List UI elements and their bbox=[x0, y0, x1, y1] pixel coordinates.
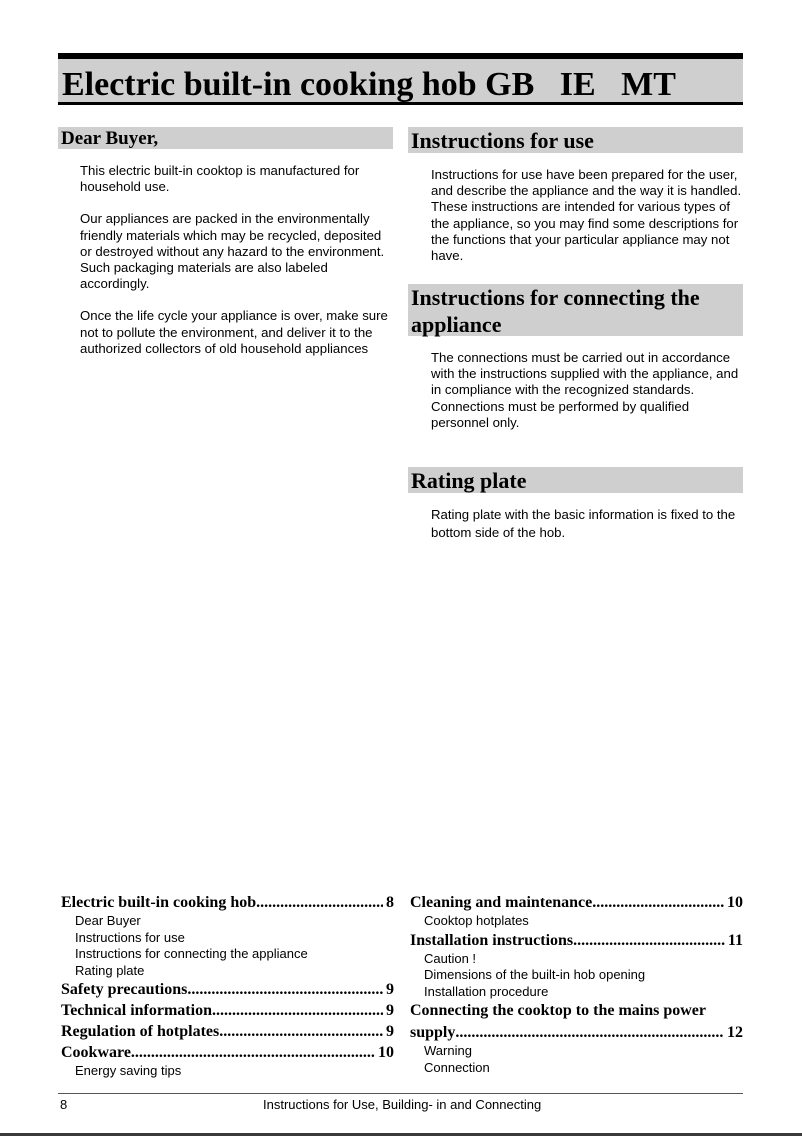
toc-right bbox=[410, 892, 743, 1076]
connecting-body bbox=[431, 350, 743, 431]
toc-subentry[interactable]: Instructions for use bbox=[75, 929, 185, 945]
toc-subentry[interactable]: Dear Buyer bbox=[75, 913, 141, 928]
instructions-for-use-heading: Instructions for use bbox=[408, 127, 743, 153]
toc-subentry[interactable]: Warning bbox=[424, 1043, 472, 1058]
toc-entry[interactable]: Connecting the cooktop to the mains power supply ..... 12 bbox=[410, 1000, 743, 1043]
connecting-text-1: The connections must be carried out in accordance with the instructions supplied with the appliance, and in compliance with the recognized standards. bbox=[431, 350, 739, 398]
toc-entry[interactable]: Technical information ..... 9 bbox=[61, 1000, 394, 1021]
toc-subentry[interactable]: Instructions for connecting the appliance bbox=[75, 946, 308, 961]
toc-entry[interactable]: Cookware ..... 10 bbox=[61, 1042, 394, 1063]
instructions-for-use-body: Instructions for use have been prepared for the user, and describe the appliance and the way it is handled. These instructions are intended for various types of the appliance, so you may find some descriptions for the functions that your particular appliance may not have. bbox=[431, 167, 742, 264]
dear-buyer-paragraph: Our appliances are packed in the environmentally friendly materials which may be recycled, deposited or destroyed without any hazard to the environment. Such packaging materials are also labeled accordingly. bbox=[80, 211, 385, 292]
dear-buyer-heading: Dear Buyer, bbox=[58, 127, 393, 149]
toc-subentry[interactable]: Caution ! bbox=[424, 950, 477, 966]
toc-subentry[interactable]: Cooktop hotplates bbox=[424, 913, 529, 928]
toc-entry[interactable]: Installation instructions ..... 11 bbox=[410, 930, 743, 951]
toc-subentry[interactable]: Rating plate bbox=[75, 962, 145, 978]
toc-subentry[interactable]: Energy saving tips bbox=[75, 1063, 182, 1078]
toc-subentry[interactable]: Connection bbox=[424, 1059, 490, 1075]
toc-left bbox=[61, 892, 394, 1080]
rating-plate-heading: Rating plate bbox=[408, 467, 743, 493]
dear-buyer-paragraph: Once the life cycle your appliance is over, make sure not to pollute the environment, and deliver it to the authorized collectors of old household appliances bbox=[80, 308, 388, 356]
dear-buyer-paragraph: This electric built-in cooktop is manufactured for household use. bbox=[80, 163, 360, 195]
toc-entry[interactable]: Cleaning and maintenance ..... 10 bbox=[410, 892, 743, 913]
dear-buyer-body bbox=[80, 163, 395, 357]
page-title-bar bbox=[58, 53, 743, 105]
toc-subentry[interactable]: Installation procedure bbox=[424, 983, 549, 999]
footer-page-number: 8 bbox=[60, 1097, 68, 1112]
rating-plate-body: Rating plate with the basic information is fixed to the bottom side of the hob. bbox=[431, 507, 736, 540]
connecting-text-2: Connections must be performed by qualified personnel only. bbox=[431, 398, 690, 430]
toc-entry[interactable]: Safety precautions ..... 9 bbox=[61, 979, 394, 1000]
toc-entry[interactable]: Electric built-in cooking hob ..... 8 bbox=[61, 892, 394, 913]
connecting-heading: Instructions for connecting the appliance bbox=[408, 284, 743, 336]
footer-text: Instructions for Use, Building- in and Connecting bbox=[263, 1097, 542, 1112]
toc-entry[interactable]: Regulation of hotplates ..... 9 bbox=[61, 1021, 394, 1042]
toc-subentry[interactable]: Dimensions of the built-in hob opening bbox=[424, 967, 646, 982]
page-title: Electric built-in cooking hob GB IE MT bbox=[62, 66, 676, 103]
footer-divider bbox=[58, 1093, 743, 1094]
